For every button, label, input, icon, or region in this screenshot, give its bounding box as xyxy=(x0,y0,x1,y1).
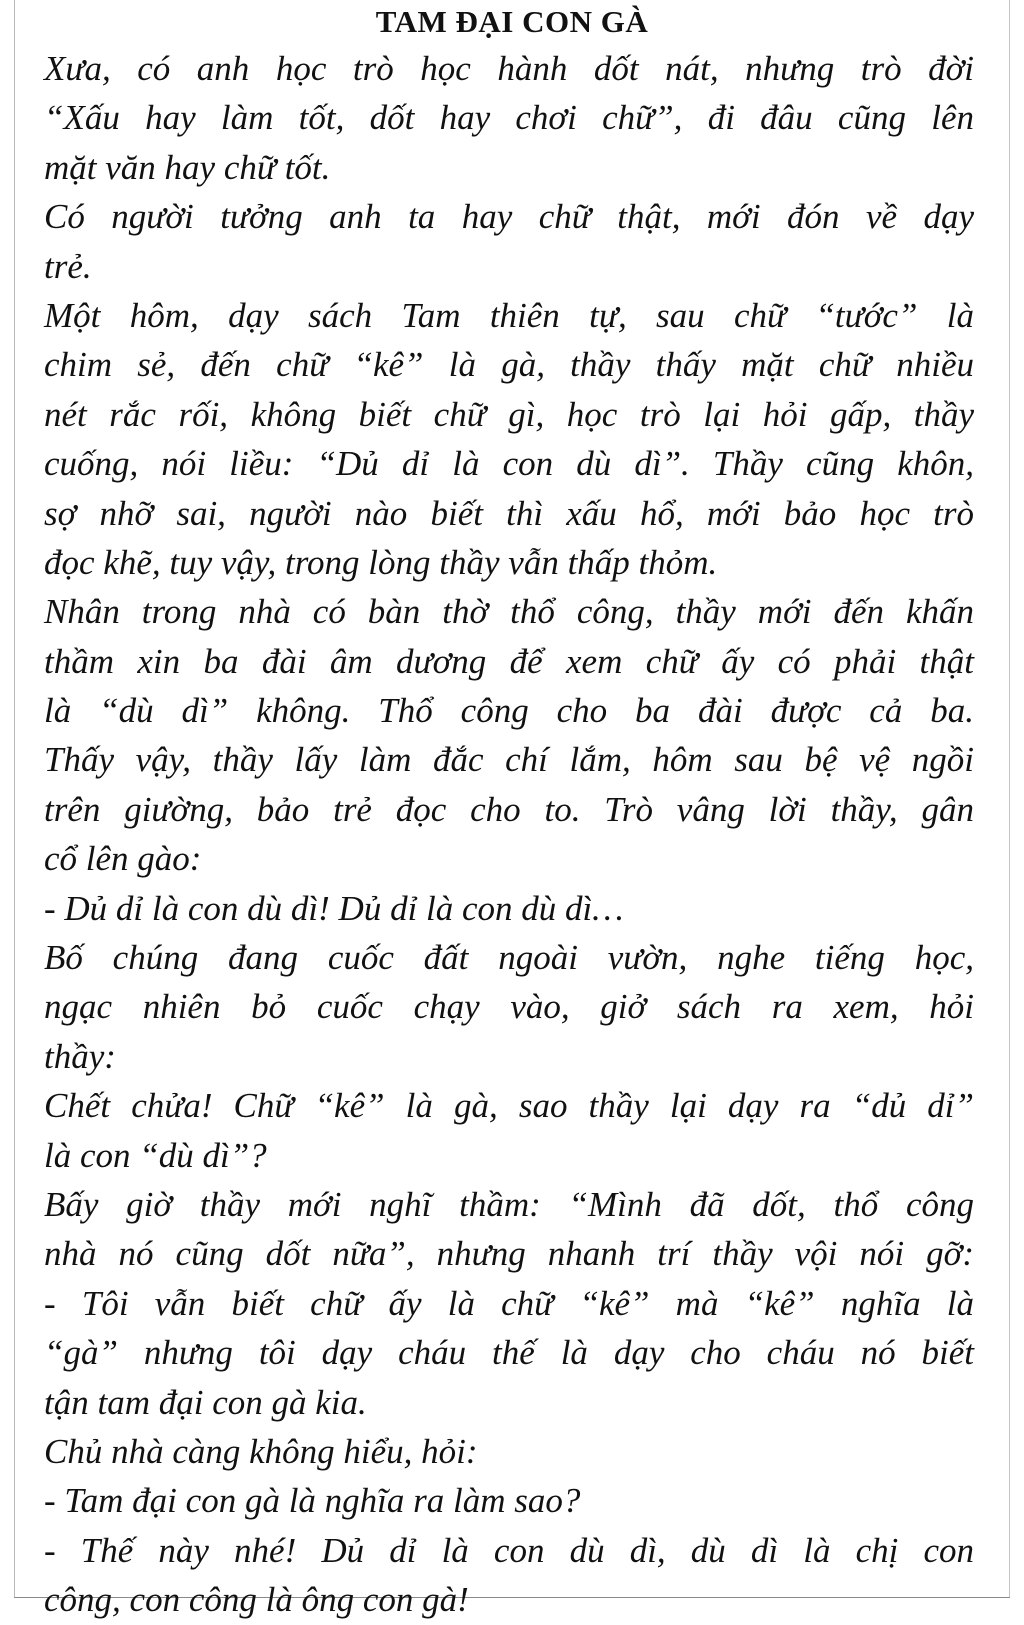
left-border-line xyxy=(14,0,15,1598)
text-line: cổ lên gào: xyxy=(44,839,202,879)
text-line: - Tam đại con gà là nghĩa ra làm sao? xyxy=(44,1481,581,1521)
text-line: trẻ. xyxy=(44,246,92,286)
text-line: - Thế này nhé! Dủ dỉ là con dù dì, dù dì là chị con xyxy=(44,1530,974,1570)
right-border-line xyxy=(1009,0,1010,1598)
text-line: mặt văn hay chữ tốt. xyxy=(44,147,331,187)
text-line: Xưa, có anh học trò học hành dốt nát, nhưng trò đời xyxy=(44,49,974,88)
text-line: cuống, nói liều: “Dủ dỉ là con dù dì”. Thầy cũng khôn, xyxy=(44,444,974,484)
text-line: Bấy giờ thầy mới nghĩ thầm: “Mình đã dốt, thổ công xyxy=(44,1184,974,1224)
text-line: ngạc nhiên bỏ cuốc chạy vào, giở sách ra xem, hỏi xyxy=(44,987,974,1027)
text-line: Chết chửa! Chữ “kê” là gà, sao thầy lại dạy ra “dủ dỉ” xyxy=(44,1086,974,1126)
text-line: đọc khẽ, tuy vậy, trong lòng thầy vẫn thấp thỏm. xyxy=(44,542,718,582)
text-line: Thấy vậy, thầy lấy làm đắc chí lắm, hôm sau bệ vệ ngồi xyxy=(44,740,974,780)
text-line: - Dủ dỉ là con dù dì! Dủ dỉ là con dù dì… xyxy=(44,888,624,928)
text-line: Nhân trong nhà có bàn thờ thổ công, thầy mới đến khấn xyxy=(44,592,974,632)
text-line: “Xấu hay làm tốt, dốt hay chơi chữ”, đi đâu cũng lên xyxy=(44,98,974,138)
text-line: Chủ nhà càng không hiểu, hỏi: xyxy=(44,1431,478,1471)
text-line: Bố chúng đang cuốc đất ngoài vườn, nghe tiếng học, xyxy=(44,938,974,978)
text-line: công, con công là ông con gà! xyxy=(44,1580,469,1620)
text-line: - Tôi vẫn biết chữ ấy là chữ “kê” mà “kê” nghĩa là xyxy=(44,1283,974,1323)
document-title: TAM ĐẠI CON GÀ xyxy=(375,4,649,39)
text-line: sợ nhỡ sai, người nào biết thì xấu hổ, mới bảo học trò xyxy=(44,493,974,533)
text-line: Có người tưởng anh ta hay chữ thật, mới đón về dạy xyxy=(44,197,974,237)
text-line: chim sẻ, đến chữ “kê” là gà, thầy thấy mặt chữ nhiều xyxy=(44,345,974,385)
text-line: nét rắc rối, không biết chữ gì, học trò lại hỏi gấp, thầy xyxy=(44,394,974,434)
text-line: nhà nó cũng dốt nữa”, nhưng nhanh trí thầy vội nói gỡ: xyxy=(44,1234,974,1274)
text-line: là con “dù dì”? xyxy=(44,1135,267,1175)
text-line: là “dù dì” không. Thổ công cho ba đài được cả ba. xyxy=(44,691,974,731)
story-body xyxy=(44,44,974,1625)
text-line: thầy: xyxy=(44,1036,116,1076)
text-line: Một hôm, dạy sách Tam thiên tự, sau chữ “tước” là xyxy=(44,295,974,335)
text-line: thầm xin ba đài âm dương để xem chữ ấy có phải thật xyxy=(44,641,974,681)
text-line: trên giường, bảo trẻ đọc cho to. Trò vâng lời thầy, gân xyxy=(44,789,974,829)
text-line: “gà” nhưng tôi dạy cháu thế là dạy cho cháu nó biết xyxy=(44,1333,974,1373)
text-line: tận tam đại con gà kia. xyxy=(44,1382,367,1422)
